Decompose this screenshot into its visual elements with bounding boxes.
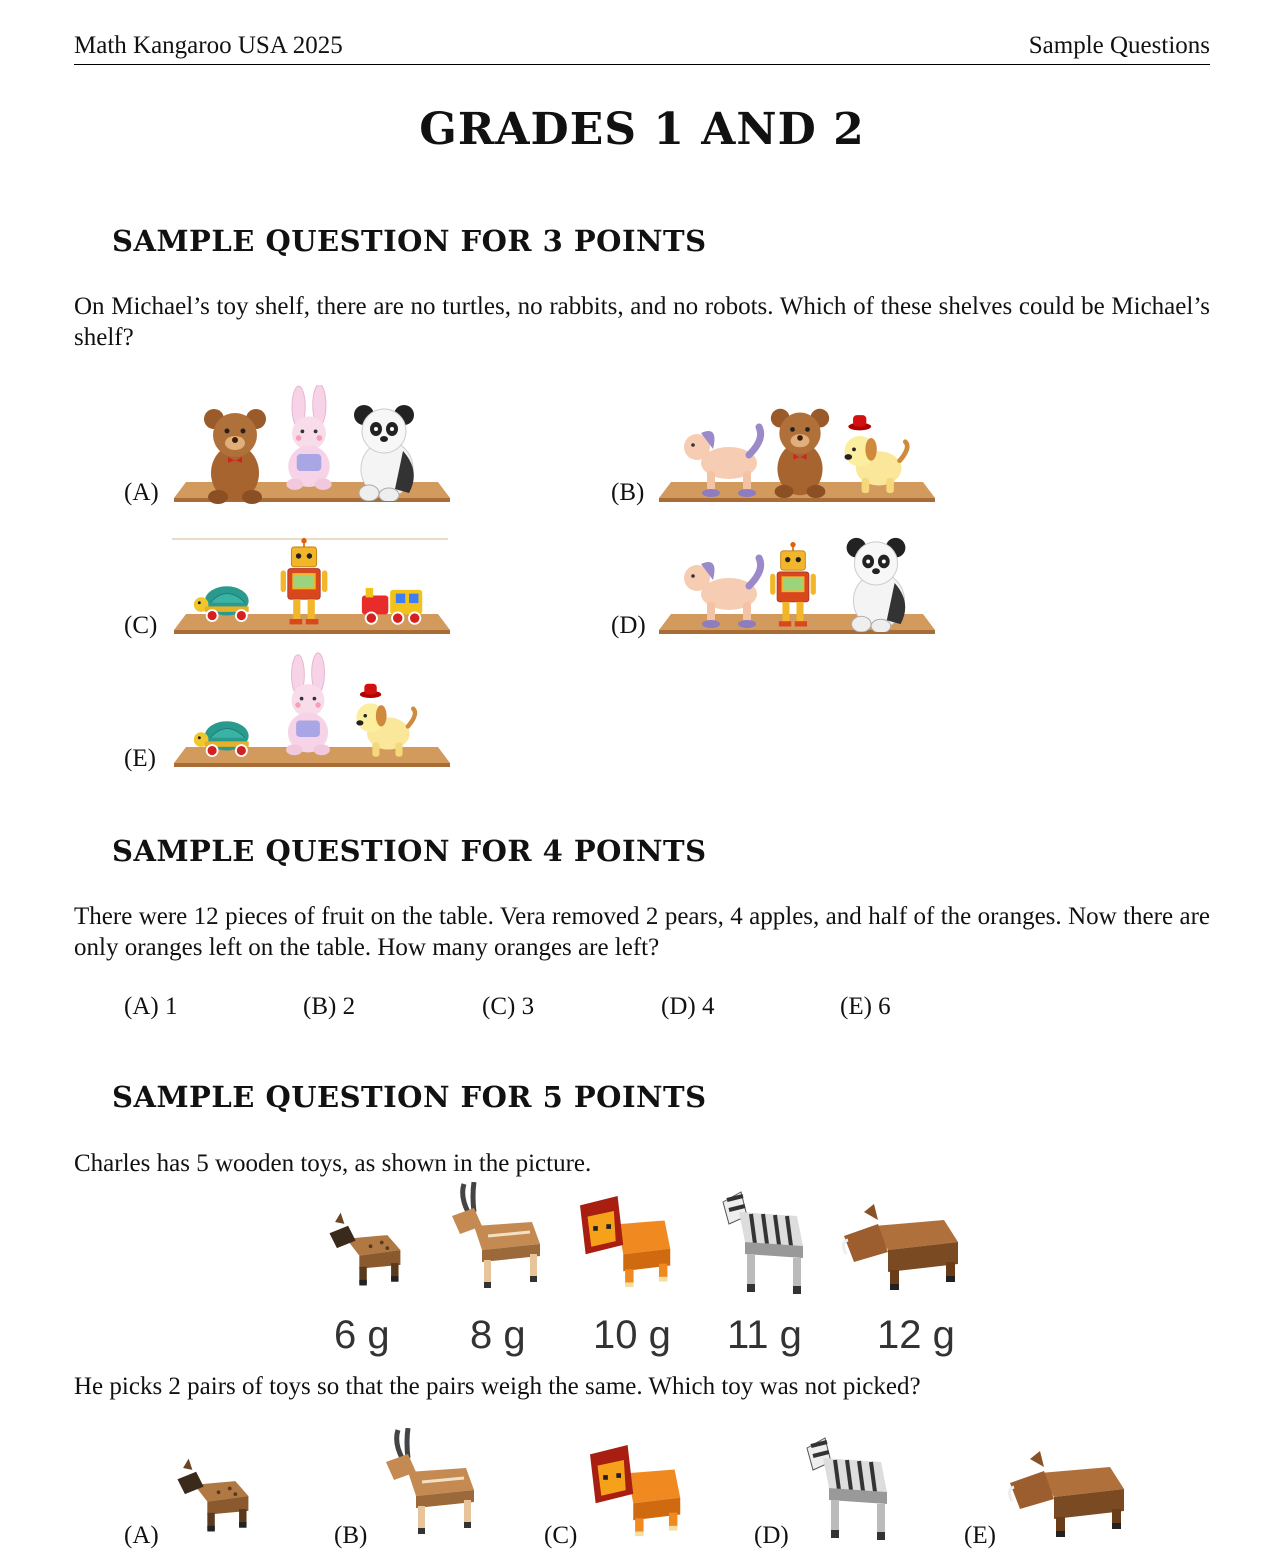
header-rule	[74, 64, 1210, 65]
q5-option-b-image	[378, 1428, 478, 1538]
q4-option-c: (C) 3	[482, 993, 535, 1020]
q3-option-b-shelf	[657, 405, 937, 505]
header-right: Sample Questions	[1028, 32, 1210, 59]
weight-hyena: 6 g	[334, 1313, 390, 1357]
hyena-icon	[177, 1459, 248, 1532]
q3-option-b-label: (B)	[611, 479, 645, 506]
hyena-icon	[329, 1213, 400, 1286]
antelope-icon	[452, 1182, 540, 1288]
lion-icon	[580, 1196, 670, 1287]
q4-heading: SAMPLE QUESTION FOR 4 POINTS	[112, 834, 707, 868]
weight-warthog: 12 g	[877, 1313, 955, 1357]
dog-icon	[845, 415, 908, 493]
q3-option-d-label: (D)	[611, 612, 646, 639]
weight-antelope: 8 g	[470, 1313, 526, 1357]
dog-icon	[356, 684, 415, 757]
q4-option-e: (E) 6	[840, 993, 891, 1020]
q3-option-e-label: (E)	[124, 745, 156, 772]
zebra-icon	[807, 1438, 887, 1540]
q5-option-a-image	[170, 1456, 254, 1536]
q5-option-d-image	[800, 1432, 892, 1542]
q5-animal-antelope	[444, 1182, 544, 1292]
page-title: GRADES 1 AND 2	[419, 104, 865, 155]
zebra-icon	[723, 1192, 803, 1294]
q5-text-2: He picks 2 pairs of toys so that the pairs weigh the same. Which toy was not picked?	[74, 1373, 921, 1400]
header-left: Math Kangaroo USA 2025	[74, 32, 343, 59]
q5-option-c: (C)	[544, 1522, 578, 1549]
q5-option-e: (E)	[964, 1522, 996, 1549]
panda-icon	[354, 405, 414, 502]
q3-option-d-shelf	[657, 534, 937, 638]
lion-icon	[590, 1445, 680, 1536]
q5-animal-zebra	[716, 1186, 808, 1296]
q5-animal-warthog	[840, 1202, 960, 1292]
q5-option-c-image	[590, 1444, 684, 1540]
weight-zebra: 11 g	[727, 1313, 802, 1357]
q4-option-a: (A) 1	[124, 993, 178, 1020]
q4-option-d: (D) 4	[661, 993, 715, 1020]
warthog-icon	[843, 1204, 958, 1290]
q3-option-c-shelf	[172, 538, 452, 638]
q3-option-a-label: (A)	[124, 479, 159, 506]
warthog-icon	[1009, 1451, 1124, 1537]
q3-option-e-shelf	[172, 652, 452, 770]
rabbit-icon	[286, 384, 331, 490]
q5-option-b: (B)	[334, 1522, 368, 1549]
q4-text: There were 12 pieces of fruit on the table. Vera removed 2 pears, 4 apples, and half of the oranges. Now there are only oranges left on the table. How many oranges are left?	[74, 903, 1210, 961]
q5-option-d: (D)	[754, 1522, 789, 1549]
q3-heading: SAMPLE QUESTION FOR 3 POINTS	[112, 224, 707, 258]
q5-animal-lion	[580, 1196, 674, 1290]
q3-text: On Michael’s toy shelf, there are no turtles, no rabbits, and no robots. Which of these shelves could be Michael’s shelf?	[74, 293, 1210, 351]
q5-option-a: (A)	[124, 1522, 159, 1549]
q5-animal-hyena	[322, 1212, 406, 1288]
robot-icon	[281, 538, 328, 624]
weight-lion: 10 g	[593, 1313, 671, 1357]
q4-option-b: (B) 2	[303, 993, 356, 1020]
q5-option-e-image	[1006, 1448, 1126, 1540]
q5-heading: SAMPLE QUESTION FOR 5 POINTS	[112, 1080, 707, 1114]
q5-text-1: Charles has 5 wooden toys, as shown in the picture.	[74, 1150, 592, 1177]
robot-icon	[770, 542, 816, 626]
rabbit-icon	[286, 653, 330, 755]
q3-option-c-label: (C)	[124, 612, 158, 639]
panda-icon	[847, 538, 906, 633]
train-icon	[362, 588, 422, 624]
q3-option-a-shelf	[172, 385, 452, 505]
antelope-icon	[386, 1428, 474, 1534]
